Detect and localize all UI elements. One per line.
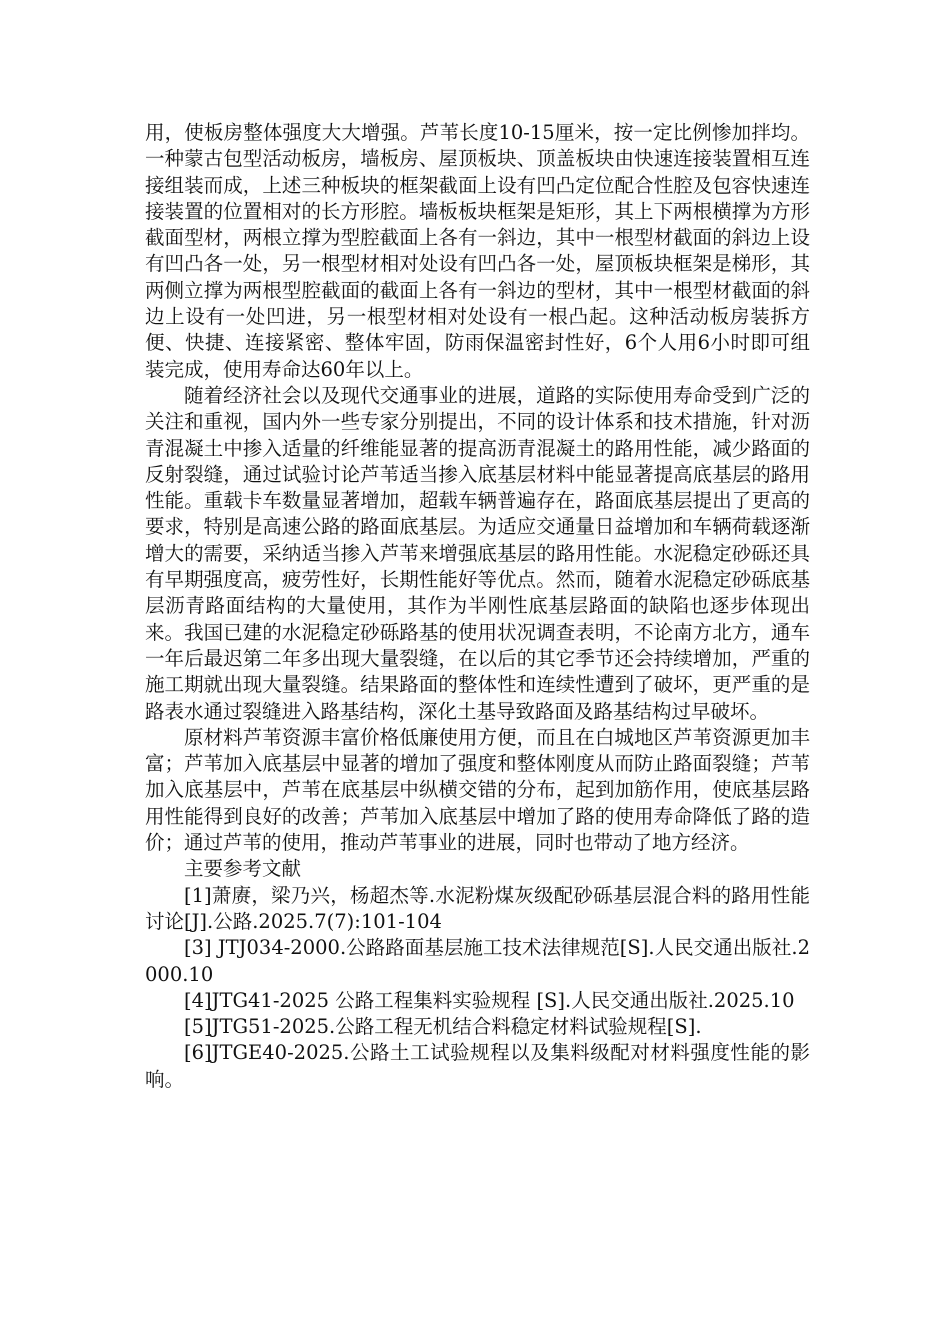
document-body [145, 120, 810, 1093]
body-paragraph-2: 随着经济社会以及现代交通事业的进展，道路的实际使用寿命受到广泛的关注和重视，国内外一些专家分别提出，不同的设计体系和技术措施，针对沥青混凝土中掺入适量的纤维能显著的提高沥青混凝土的路用性能，减少路面的反射裂缝，通过试验讨论芦苇适当掺入底基层材料中能显著提高底基层的路用性能。重载卡车数量显著增加，超载车辆普遍存在，路面底基层提出了更高的要求，特别是高速公路的路面底基层。为适应交通量日益增加和车辆荷载逐渐增大的需要，采纳适当掺入芦苇来增强底基层的路用性能。水泥稳定砂砾还具有早期强度高，疲劳性好，长期性能好等优点。然而，随着水泥稳定砂砾底基层沥青路面结构的大量使用，其作为半刚性底基层路面的缺陷也逐步体现出来。我国已建的水泥稳定砂砾路基的使用状况调查表明，不论南方北方，通车一年后最迟第二年多出现大量裂缝，在以后的其它季节还会持续增加，严重的施工期就出现大量裂缝。结果路面的整体性和连续性遭到了破坏，更严重的是路表水通过裂缝进入路基结构，深化土基导致路面及路基结构过早破坏。 [145, 383, 810, 723]
reference-item-6: [6]JTGE40-2025.公路土工试验规程以及集料级配对材料强度性能的影响。 [145, 1041, 810, 1091]
body-paragraph-1: 用，使板房整体强度大大增强。芦苇长度10-15厘米，按一定比例惨加拌均。一种蒙古包型活动板房，墙板房、屋顶板块、顶盖板块由快速连接装置相互连接组装而成，上述三种板块的框架截面上设有凹凸定位配合性腔及包容快速连接装置的位置相对的长方形腔。墙板板块框架是矩形，其上下两根横撑为方形截面型材，两根立撑为型腔截面上各有一斜边，其中一根型材截面的斜边上设有凹凸各一处，另一根型材相对处设有凹凸各一处，屋顶板块框架是梯形，其两侧立撑为两根型腔截面的截面上各有一斜边的型材，其中一根型材截面的斜边上设有一处凹进，另一根型材相对处设有一根凸起。这种活动板房装拆方便、快捷、连接紧密、整体牢固，防雨保温密封性好，6个人用6小时即可组装完成，使用寿命达60年以上。 [145, 121, 810, 381]
reference-item-5: [5]JTG51-2025.公路工程无机结合料稳定材料试验规程[S]. [184, 1015, 702, 1039]
reference-item-3: [3] JTJ034-2000.公路路面基层施工技术法律规范[S].人民交通出版社.2000.10 [145, 936, 810, 986]
references-heading: 主要参考文献 [184, 857, 302, 881]
reference-item-4: [4]JTG41-2025 公路工程集料实验规程 [S].人民交通出版社.2025.10 [184, 988, 795, 1012]
body-paragraph-3: 原材料芦苇资源丰富价格低廉使用方便，而且在白城地区芦苇资源更加丰富；芦苇加入底基层中显著的增加了强度和整体刚度从而防止路面裂缝；芦苇加入底基层中，芦苇在底基层中纵横交错的分布，起到加筋作用，使底基层路用性能得到良好的改善；芦苇加入底基层中增加了路的使用寿命降低了路的造价；通过芦苇的使用，推动芦苇事业的进展，同时也带动了地方经济。 [145, 725, 810, 855]
reference-item-1: [1]萧赓，梁乃兴，杨超杰等.水泥粉煤灰级配砂砾基层混合料的路用性能讨论[J].公路.2025.7(7):101-104 [145, 883, 810, 933]
